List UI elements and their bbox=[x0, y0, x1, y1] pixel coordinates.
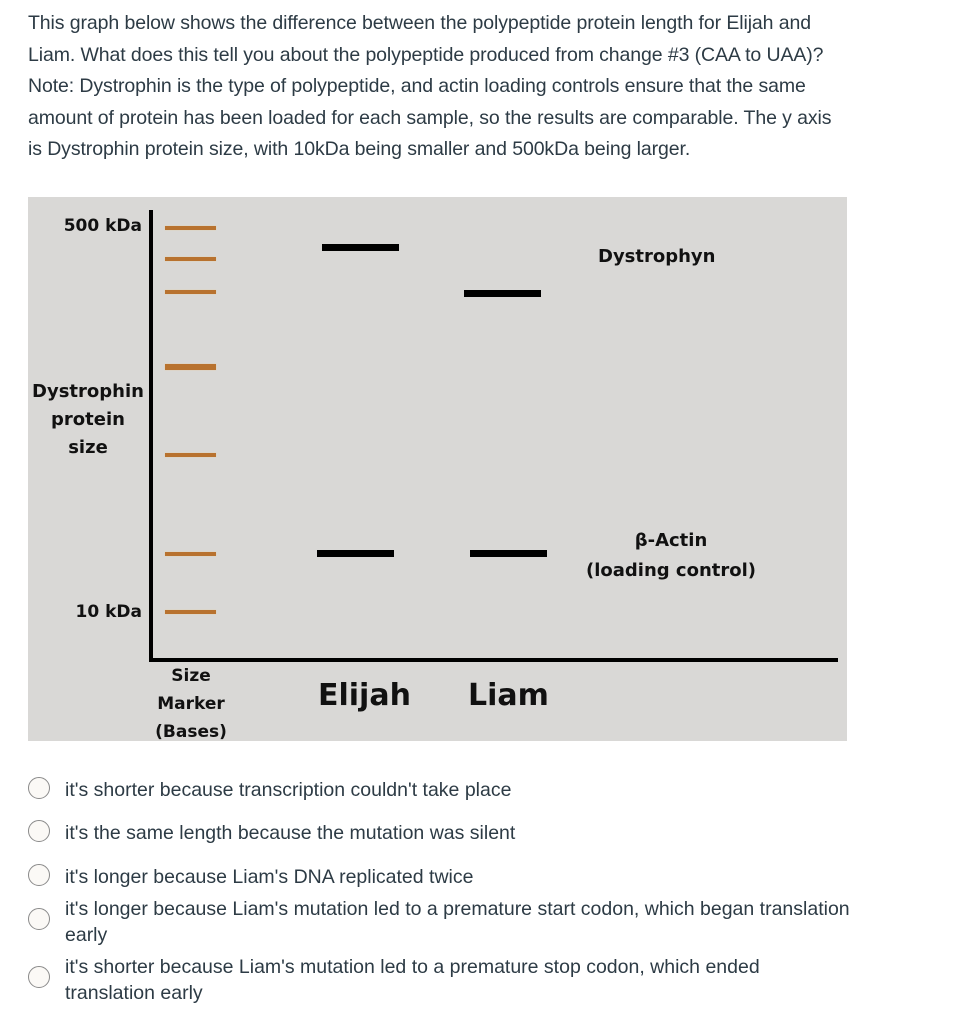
radio-button[interactable] bbox=[28, 820, 50, 842]
y-axis-title bbox=[28, 378, 148, 462]
lane-label-size-marker-line2: Marker bbox=[157, 694, 225, 714]
answer-option[interactable] bbox=[28, 864, 855, 890]
lane-label-liam: Liam bbox=[468, 678, 549, 713]
actin-band-label-line1: β-Actin bbox=[634, 530, 708, 551]
answer-option-label: it's shorter because transcription couldn't take place bbox=[65, 779, 512, 801]
actin-band-label-line2: (loading control) bbox=[585, 560, 757, 581]
answer-option-label: it's longer because Liam's mutation led to a premature start codon, which began translation early bbox=[65, 898, 850, 946]
marker-band bbox=[165, 610, 216, 614]
elijah-actin-band bbox=[317, 550, 394, 557]
answer-option[interactable] bbox=[28, 820, 855, 846]
marker-band bbox=[165, 453, 216, 457]
answer-option-label: it's shorter because Liam's mutation led to a premature stop codon, which ended translation early bbox=[65, 956, 760, 1004]
liam-dystrophin-band bbox=[464, 290, 541, 297]
x-axis-line bbox=[149, 658, 838, 662]
marker-band bbox=[165, 290, 216, 294]
actin-band-label bbox=[576, 526, 766, 586]
lane-label-size-marker-line1: Size bbox=[171, 666, 211, 686]
y-axis-title-line2: protein bbox=[51, 409, 125, 430]
question-text: This graph below shows the difference between the polypeptide protein length for Elijah and Liam. What does this tell you about the polypeptide produced from change #3 (CAA to UAA)? Note: Dystrophin is the type of polypeptide, and actin loading controls ensure that the same amount of protein has been loaded for each sample, so the results are comparable. The y axis is Dystrophin protein size, with 10kDa being smaller and 500kDa being larger. bbox=[28, 12, 832, 160]
radio-button[interactable] bbox=[28, 908, 50, 930]
answer-option-label: it's the same length because the mutation was silent bbox=[65, 822, 516, 844]
marker-band bbox=[165, 226, 216, 230]
gel-figure bbox=[28, 197, 847, 741]
lane-label-size-marker-line3: (Bases) bbox=[155, 722, 227, 742]
answer-option-label: it's longer because Liam's DNA replicated twice bbox=[65, 866, 474, 888]
elijah-dystrophin-band bbox=[322, 244, 399, 251]
marker-band bbox=[165, 364, 216, 370]
marker-band bbox=[165, 552, 216, 556]
y-axis-line bbox=[149, 210, 153, 662]
lane-label-size-marker bbox=[146, 662, 236, 746]
y-axis-bottom-label: 10 kDa bbox=[75, 602, 142, 622]
radio-button[interactable] bbox=[28, 777, 50, 799]
radio-button[interactable] bbox=[28, 864, 50, 886]
y-axis-title-line1: Dystrophin bbox=[32, 381, 144, 402]
answer-option[interactable] bbox=[28, 777, 855, 803]
answer-option[interactable] bbox=[28, 896, 855, 948]
marker-band bbox=[165, 257, 216, 261]
radio-button[interactable] bbox=[28, 966, 50, 988]
liam-actin-band bbox=[470, 550, 547, 557]
lane-label-elijah: Elijah bbox=[318, 678, 411, 713]
answer-option[interactable] bbox=[28, 954, 855, 1006]
dystrophin-band-label: Dystrophyn bbox=[598, 246, 716, 267]
y-axis-title-line3: size bbox=[68, 437, 108, 458]
y-axis-top-label: 500 kDa bbox=[63, 216, 142, 236]
